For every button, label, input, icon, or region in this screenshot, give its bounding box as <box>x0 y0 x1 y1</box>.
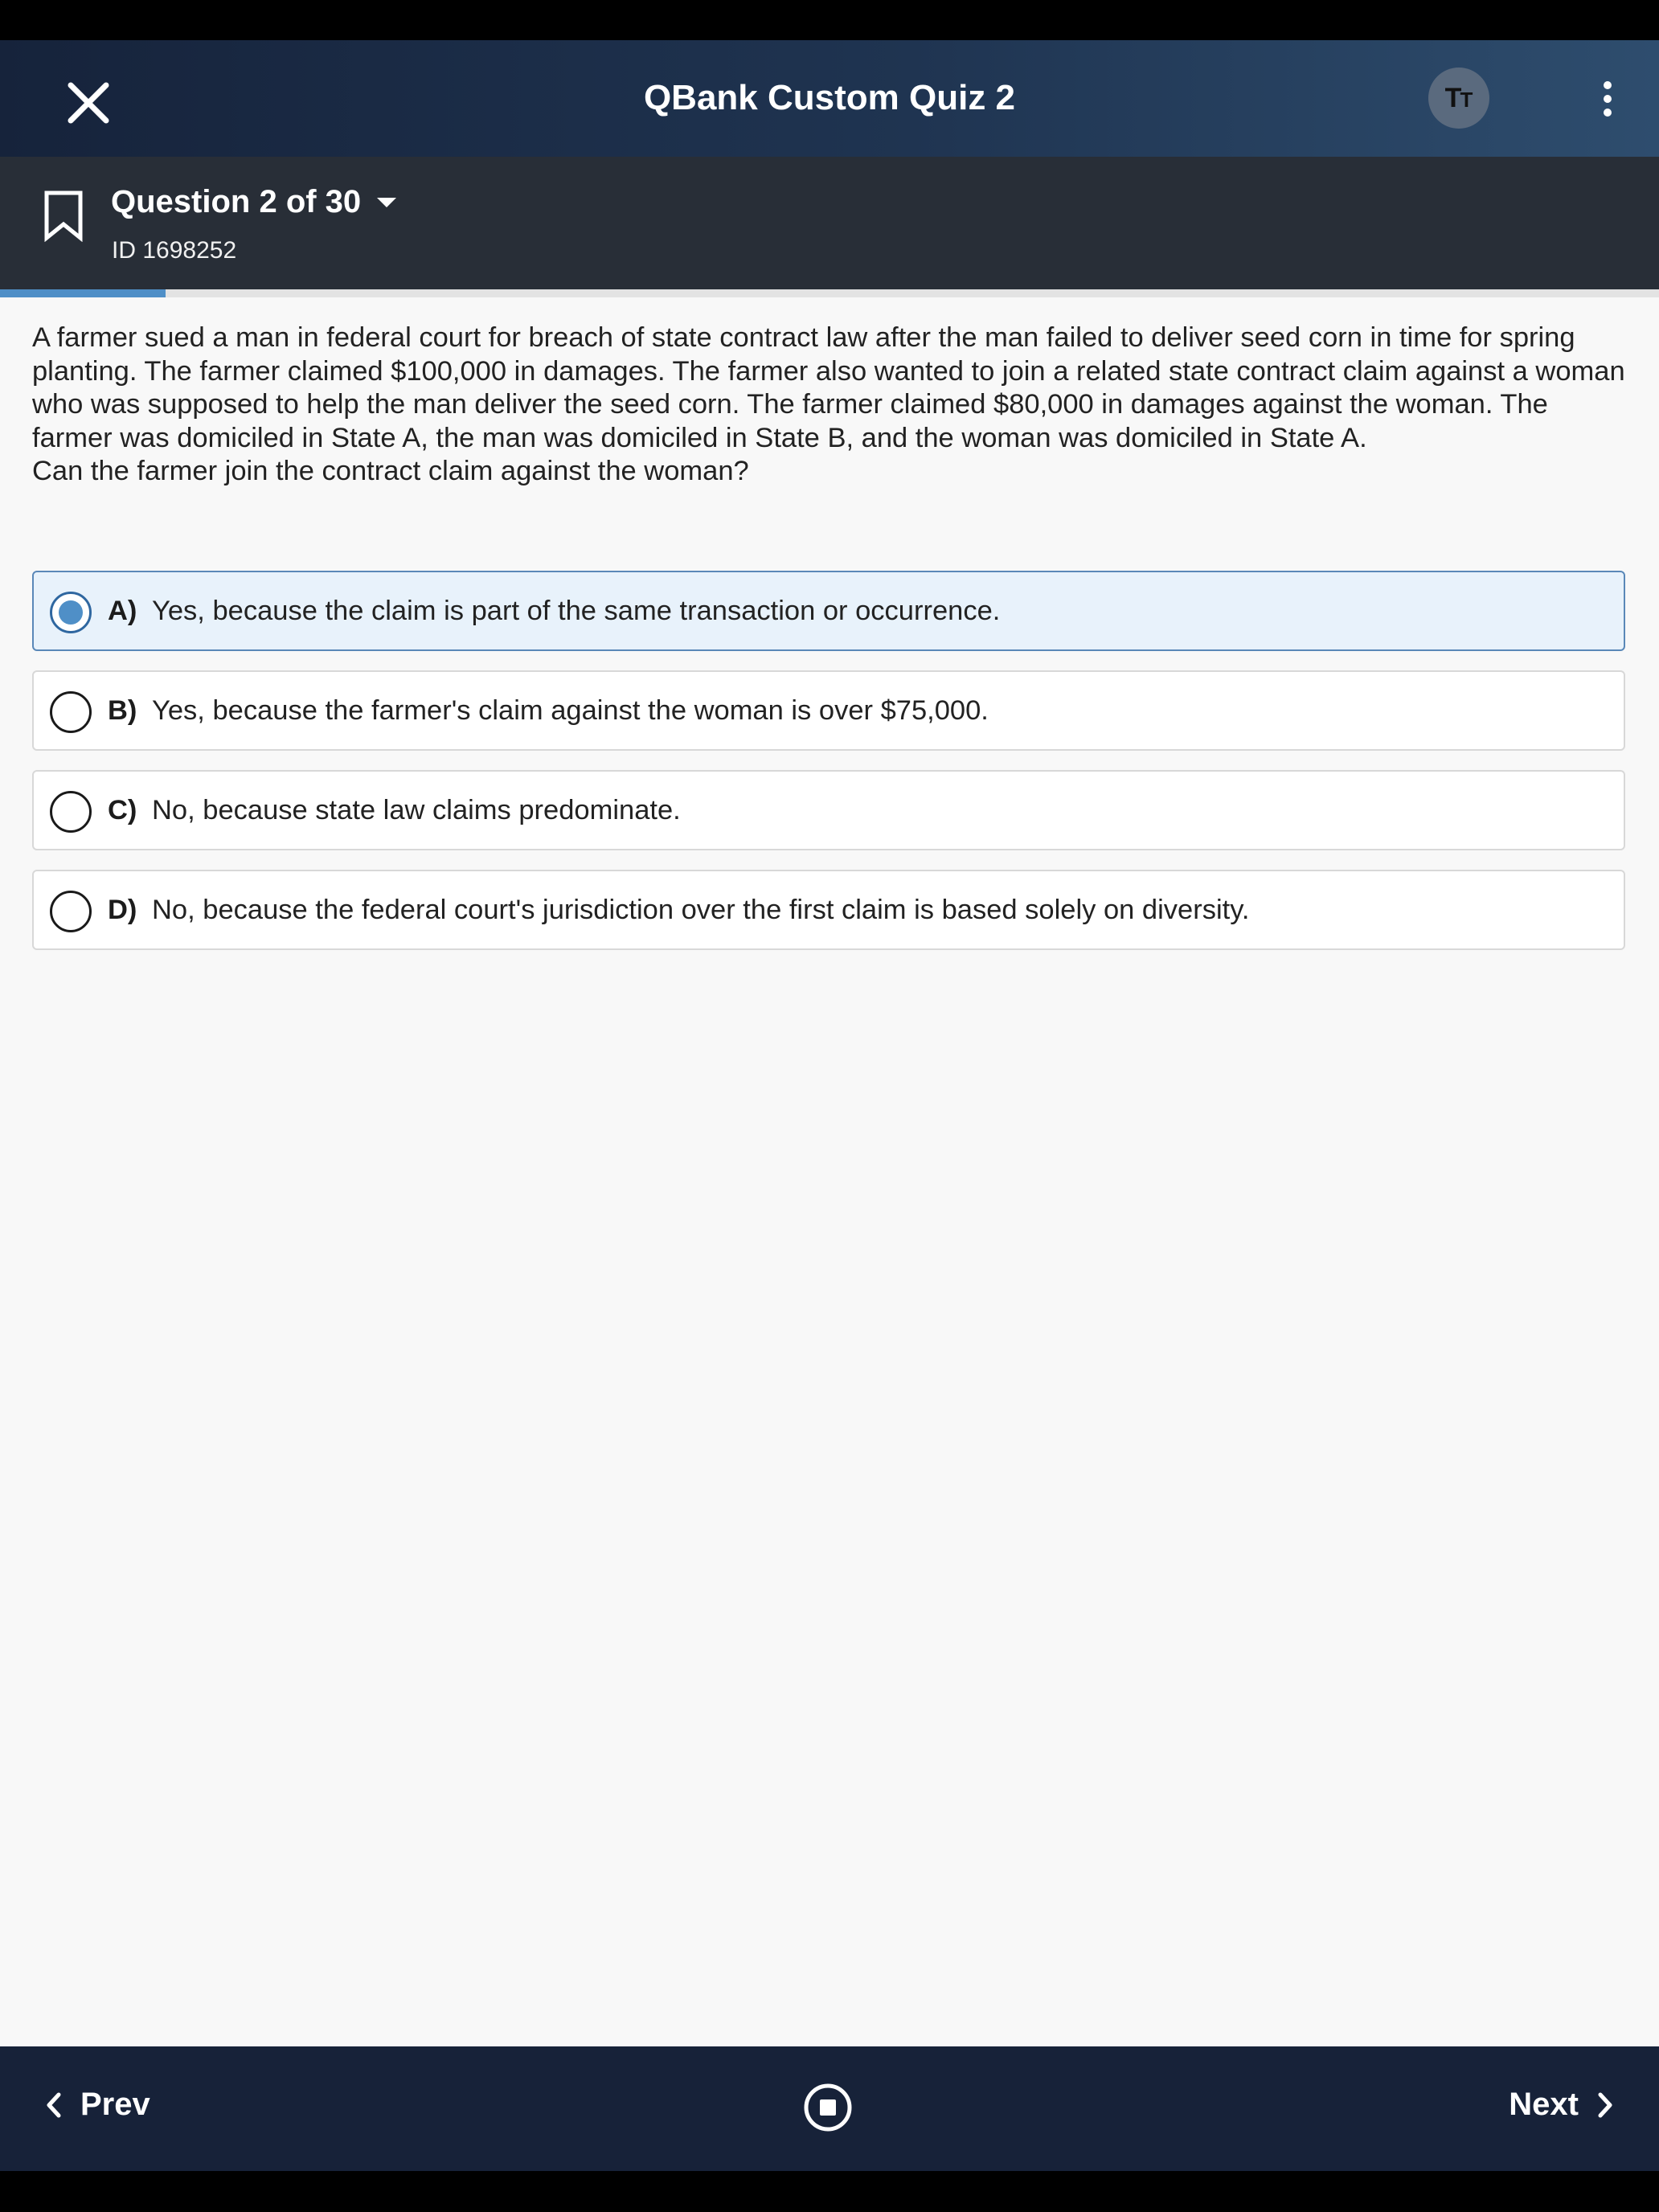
radio-button-d[interactable] <box>50 891 92 932</box>
question-id: ID 1698252 <box>112 237 237 264</box>
status-bar <box>0 0 1659 40</box>
more-vertical-icon[interactable] <box>1593 79 1622 119</box>
chevron-left-icon <box>45 2091 63 2119</box>
question-selector[interactable] <box>111 184 398 220</box>
question-counter-label: Question 2 of 30 <box>111 184 362 219</box>
radio-button-c[interactable] <box>50 791 92 833</box>
answer-option-b[interactable] <box>32 670 1625 751</box>
question-stem-text: A farmer sued a man in federal court for breach of state contract law after the man failed to deliver seed corn in time for spring planting. The farmer claimed $100,000 in damages. The farmer also wanted to join a related state contract claim against a woman who was supposed to help the man deliver the seed corn. The farmer claimed $80,000 in damages against the woman. The farmer was domiciled in State A, the man was domiciled in State B, and the woman was domiciled in State A. <box>32 322 1625 453</box>
bottom-nav-bar <box>0 2046 1659 2171</box>
radio-selected-dot <box>59 600 83 625</box>
text-size-button[interactable] <box>1428 68 1489 129</box>
option-text: Yes, because the claim is part of the same transaction or occurrence. <box>152 595 1001 626</box>
prev-button[interactable] <box>45 2087 150 2123</box>
option-letter: C) <box>108 794 137 825</box>
next-button[interactable] <box>1509 2087 1614 2123</box>
option-letter: A) <box>108 595 137 626</box>
progress-bar <box>0 289 1659 297</box>
answer-option-d[interactable] <box>32 870 1625 950</box>
question-prompt: Can the farmer join the contract claim against the woman? <box>32 456 749 486</box>
radio-button-b[interactable] <box>50 691 92 733</box>
answer-option-a[interactable] <box>32 571 1625 651</box>
chevron-right-icon <box>1596 2091 1614 2119</box>
option-text: Yes, because the farmer's claim against the woman is over $75,000. <box>152 694 989 726</box>
option-letter: D) <box>108 894 137 925</box>
answer-option-c[interactable] <box>32 770 1625 850</box>
top-bar <box>0 40 1659 157</box>
caret-down-icon <box>375 196 398 209</box>
system-bottom-bar <box>0 2171 1659 2212</box>
progress-fill <box>0 289 166 297</box>
quiz-title: QBank Custom Quiz 2 <box>643 78 1016 117</box>
prev-label: Prev <box>80 2087 150 2122</box>
bookmark-icon[interactable] <box>42 189 85 242</box>
question-stem <box>32 322 1632 489</box>
option-text: No, because the federal court's jurisdiction over the first claim is based solely on diversity. <box>152 894 1250 925</box>
next-label: Next <box>1509 2087 1579 2122</box>
question-header <box>0 157 1659 289</box>
text-size-icon: TT <box>1444 82 1473 113</box>
stop-circle-icon[interactable] <box>802 2082 854 2133</box>
option-text: No, because state law claims predominate. <box>152 794 681 825</box>
option-letter: B) <box>108 694 137 726</box>
radio-button-a[interactable] <box>50 592 92 633</box>
